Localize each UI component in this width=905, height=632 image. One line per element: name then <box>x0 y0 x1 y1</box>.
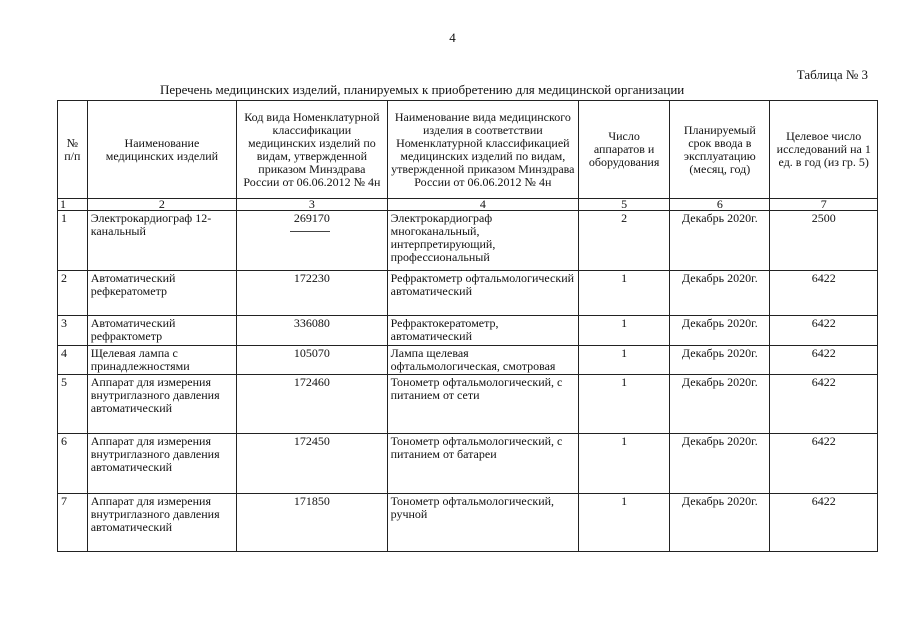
target-count: 6422 <box>770 316 878 346</box>
device-kind: Электрокардиограф многоканальный, интерпретирующий, профессиональный <box>387 211 578 271</box>
commission-date: Декабрь 2020г. <box>670 494 770 552</box>
row-number: 1 <box>58 211 88 271</box>
device-kind: Тонометр офтальмологический, с питанием от батареи <box>387 434 578 494</box>
row-number: 2 <box>58 271 88 316</box>
column-number: 6 <box>670 199 770 211</box>
header-cell-number: № п/п <box>58 101 88 199</box>
device-code: 172450 <box>237 434 387 494</box>
device-count: 2 <box>579 211 670 271</box>
target-count: 6422 <box>770 346 878 375</box>
device-count: 1 <box>579 375 670 434</box>
column-number: 1 <box>58 199 88 211</box>
target-count: 6422 <box>770 375 878 434</box>
target-count: 2500 <box>770 211 878 271</box>
table-row <box>58 494 878 552</box>
device-code: 105070 <box>237 346 387 375</box>
page-number: 4 <box>449 30 456 45</box>
header-cell-target: Целевое число исследований на 1 ед. в год (из гр. 5) <box>770 101 878 199</box>
device-code <box>237 211 387 271</box>
header-cell-date: Планируемый срок ввода в эксплуатацию (месяц, год) <box>670 101 770 199</box>
device-count: 1 <box>579 316 670 346</box>
row-number: 5 <box>58 375 88 434</box>
device-name: Аппарат для измерения внутриглазного давления автоматический <box>87 375 236 434</box>
header-row <box>58 101 878 199</box>
device-count: 1 <box>579 271 670 316</box>
target-count: 6422 <box>770 271 878 316</box>
row-number: 6 <box>58 434 88 494</box>
column-number: 5 <box>579 199 670 211</box>
device-name: Автоматический рефкератометр <box>87 271 236 316</box>
row-number: 3 <box>58 316 88 346</box>
equipment-table <box>57 100 878 552</box>
target-count: 6422 <box>770 434 878 494</box>
column-number: 4 <box>387 199 578 211</box>
device-count: 1 <box>579 346 670 375</box>
device-code: 172460 <box>237 375 387 434</box>
table-row <box>58 346 878 375</box>
device-code: 336080 <box>237 316 387 346</box>
device-kind: Лампа щелевая офтальмологическая, смотровая <box>387 346 578 375</box>
row-number: 4 <box>58 346 88 375</box>
commission-date: Декабрь 2020г. <box>670 434 770 494</box>
device-kind: Рефрактометр офтальмологический автоматический <box>387 271 578 316</box>
commission-date: Декабрь 2020г. <box>670 271 770 316</box>
device-kind: Тонометр офтальмологический, ручной <box>387 494 578 552</box>
header-cell-kind: Наименование вида медицинского изделия в соответствии Номенклатурной классификацией медицинских изделий по видам, утвержденной приказом Минздрава России от 06.06.2012 № 4н <box>387 101 578 199</box>
column-number: 3 <box>237 199 387 211</box>
device-name: Электрокардиограф 12-канальный <box>87 211 236 271</box>
header-cell-count: Число аппаратов и оборудования <box>579 101 670 199</box>
document-title: Перечень медицинских изделий, планируемых к приобретению для медицинской организации <box>160 82 685 97</box>
column-number: 7 <box>770 199 878 211</box>
header-cell-code: Код вида Номенклатурной классификации медицинских изделий по видам, утвержденной приказом Минздрава России от 06.06.2012 № 4н <box>237 101 387 199</box>
device-code-value: 269170 <box>293 211 330 225</box>
device-name: Аппарат для измерения внутриглазного давления автоматический <box>87 494 236 552</box>
device-name: Аппарат для измерения внутриглазного давления автоматический <box>87 434 236 494</box>
commission-date: Декабрь 2020г. <box>670 316 770 346</box>
table-row <box>58 316 878 346</box>
device-name: Щелевая лампа с принадлежностями <box>87 346 236 375</box>
table-row <box>58 211 878 271</box>
device-count: 1 <box>579 434 670 494</box>
row-number: 7 <box>58 494 88 552</box>
column-number: 2 <box>87 199 236 211</box>
table-label: Таблица № 3 <box>796 67 868 82</box>
commission-date: Декабрь 2020г. <box>670 211 770 271</box>
commission-date: Декабрь 2020г. <box>670 375 770 434</box>
target-count: 6422 <box>770 494 878 552</box>
device-kind: Тонометр офтальмологический, с питанием от сети <box>387 375 578 434</box>
device-code: 172230 <box>237 271 387 316</box>
header-cell-name: Наименование медицинских изделий <box>87 101 236 199</box>
stray-dash <box>290 231 330 232</box>
device-name: Автоматический рефрактометр <box>87 316 236 346</box>
device-count: 1 <box>579 494 670 552</box>
table-row <box>58 271 878 316</box>
device-code: 171850 <box>237 494 387 552</box>
device-kind: Рефрактокератометр, автоматический <box>387 316 578 346</box>
table-row <box>58 434 878 494</box>
column-number-row <box>58 199 878 211</box>
table-row <box>58 375 878 434</box>
commission-date: Декабрь 2020г. <box>670 346 770 375</box>
